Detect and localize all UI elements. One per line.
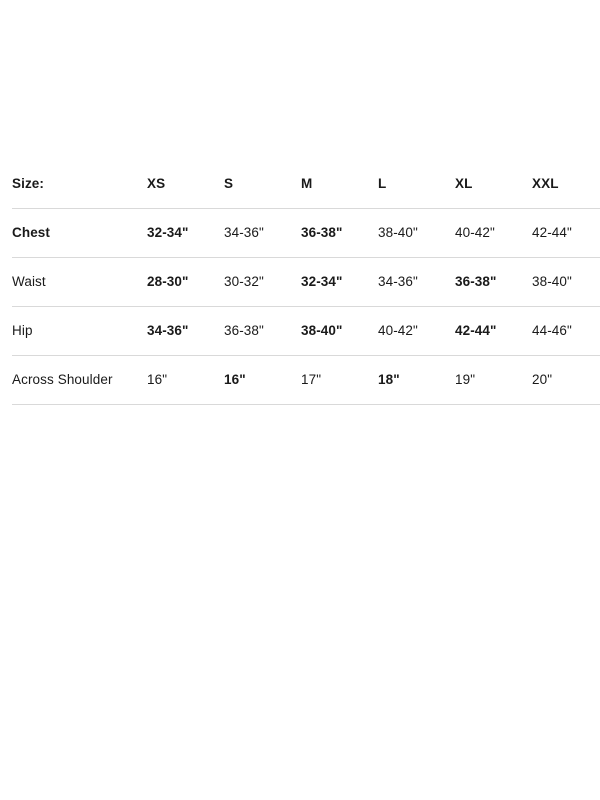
hip-xl: 42-44" (455, 323, 497, 338)
hip-s: 36-38" (224, 323, 264, 338)
waist-xxl: 38-40" (532, 274, 572, 289)
size-header-xl: XL (455, 176, 473, 191)
table-row-chest (12, 209, 600, 258)
shoulder-xl: 19" (455, 372, 476, 387)
shoulder-xxl: 20" (532, 372, 553, 387)
chest-xs: 32-34" (147, 225, 189, 240)
waist-xl: 36-38" (455, 274, 497, 289)
hip-m: 38-40" (301, 323, 343, 338)
table-row-hip (12, 307, 600, 356)
hip-xxl: 44-46" (532, 323, 572, 338)
chest-xl: 40-42" (455, 225, 495, 240)
chest-l: 38-40" (378, 225, 418, 240)
size-header-label: Size: (12, 176, 45, 191)
size-header-xxl: XXL (532, 176, 559, 191)
shoulder-xs: 16" (147, 372, 168, 387)
waist-l: 34-36" (378, 274, 418, 289)
hip-l: 40-42" (378, 323, 418, 338)
chest-s: 34-36" (224, 225, 264, 240)
row-label-waist: Waist (12, 274, 46, 289)
row-label-across-shoulder: Across Shoulder (12, 372, 113, 387)
shoulder-s: 16" (224, 372, 246, 387)
table-row-waist (12, 258, 600, 307)
waist-m: 32-34" (301, 274, 343, 289)
size-chart-table (12, 160, 600, 405)
table-header-row (12, 160, 600, 209)
chest-xxl: 42-44" (532, 225, 572, 240)
row-label-hip: Hip (12, 323, 33, 338)
waist-s: 30-32" (224, 274, 264, 289)
table-row-across-shoulder (12, 356, 600, 405)
hip-xs: 34-36" (147, 323, 189, 338)
chest-m: 36-38" (301, 225, 343, 240)
shoulder-m: 17" (301, 372, 322, 387)
size-header-l: L (378, 176, 387, 191)
size-header-s: S (224, 176, 234, 191)
row-label-chest: Chest (12, 225, 51, 240)
waist-xs: 28-30" (147, 274, 189, 289)
size-header-m: M (301, 176, 313, 191)
size-header-xs: XS (147, 176, 166, 191)
shoulder-l: 18" (378, 372, 400, 387)
